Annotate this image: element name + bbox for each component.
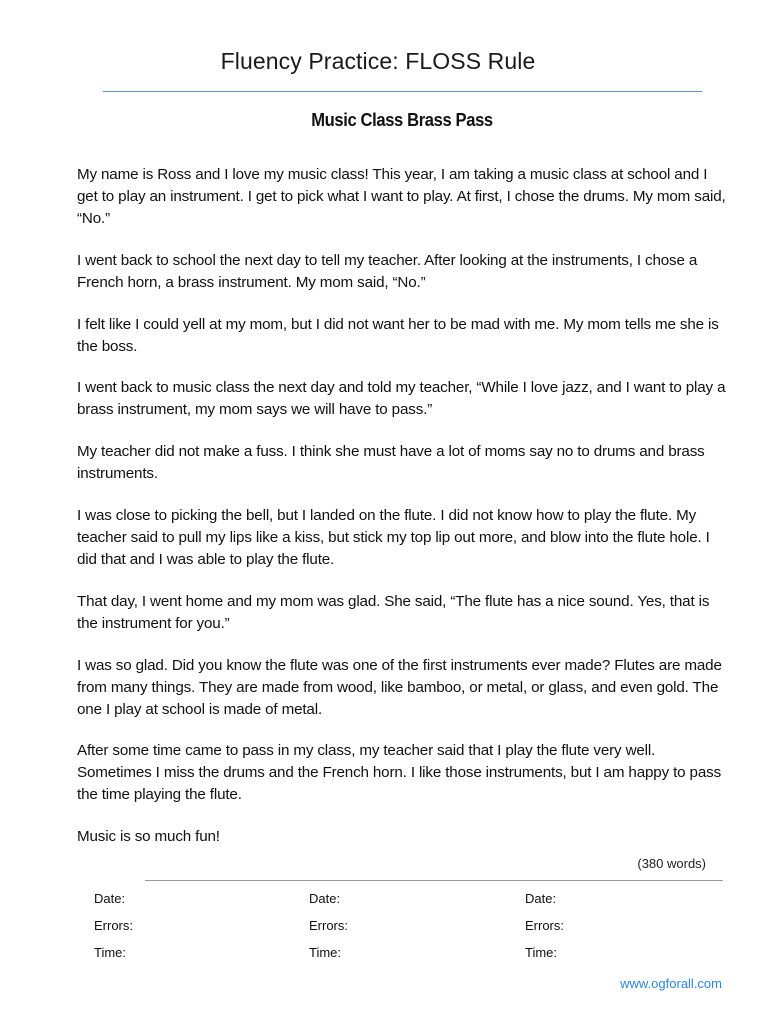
word-count: (380 words) [637,856,706,871]
story-paragraph: I felt like I could yell at my mom, but I did not want her to be mad with me. My mom tells me she is the boss. [77,315,719,355]
date-label: Date: [309,891,341,906]
reading-log-column-1 [94,890,133,971]
website-link[interactable]: www.ogforall.com [620,976,722,991]
story-title: Music Class Brass Pass [311,110,493,130]
story-paragraph: My name is Ross and I love my music class! This year, I am taking a music class at school and I get to play an instrument. I get to pick what I want to play. At first, I chose the drums. My mom said, “No.” [77,166,726,227]
story-paragraph: After some time came to pass in my class, my teacher said that I play the flute very well. Sometimes I miss the drums and the French horn. I like those instruments, but I am happy to pass the time playing the flute. [77,742,722,804]
story-paragraph: I was so glad. Did you know the flute was one of the first instruments ever made? Flutes are made from many things. They are made from wood, like bamboo, or metal, or glass, and even gold. The one I play at school is made of metal. [77,656,722,718]
reading-log-column-3 [525,890,564,971]
story-paragraph: I went back to school the next day to tell my teacher. After looking at the instruments, I chose a French horn, a brass instrument. My mom said, “No.” [77,251,698,291]
reading-log-column-2 [309,890,348,971]
errors-label: Errors: [94,918,133,933]
story-paragraph: That day, I went home and my mom was glad. She said, “The flute has a nice sound. Yes, that is the instrument for you.” [77,592,710,632]
story-paragraph: My teacher did not make a fuss. I think she must have a lot of moms say no to drums and brass instruments. [77,443,705,483]
story-paragraph: I went back to music class the next day and told my teacher, “While I love jazz, and I want to play a brass instrument, my mom says we will have to pass.” [77,379,726,419]
time-label: Time: [525,945,558,960]
errors-label: Errors: [309,918,348,933]
date-label: Date: [94,891,126,906]
date-label: Date: [525,891,557,906]
story-body [77,164,727,868]
time-label: Time: [94,945,127,960]
story-paragraph: Music is so much fun! [77,828,220,846]
log-divider [145,880,723,881]
errors-label: Errors: [525,918,564,933]
header-divider [103,91,702,92]
page-title: Fluency Practice: FLOSS Rule [220,48,536,74]
story-paragraph: I was close to picking the bell, but I landed on the flute. I did not know how to play the flute. My teacher said to pull my lips like a kiss, but stick my top lip out more, and blow into the flute hole. I did that and I was able to play the flute. [77,506,710,568]
time-label: Time: [309,945,342,960]
